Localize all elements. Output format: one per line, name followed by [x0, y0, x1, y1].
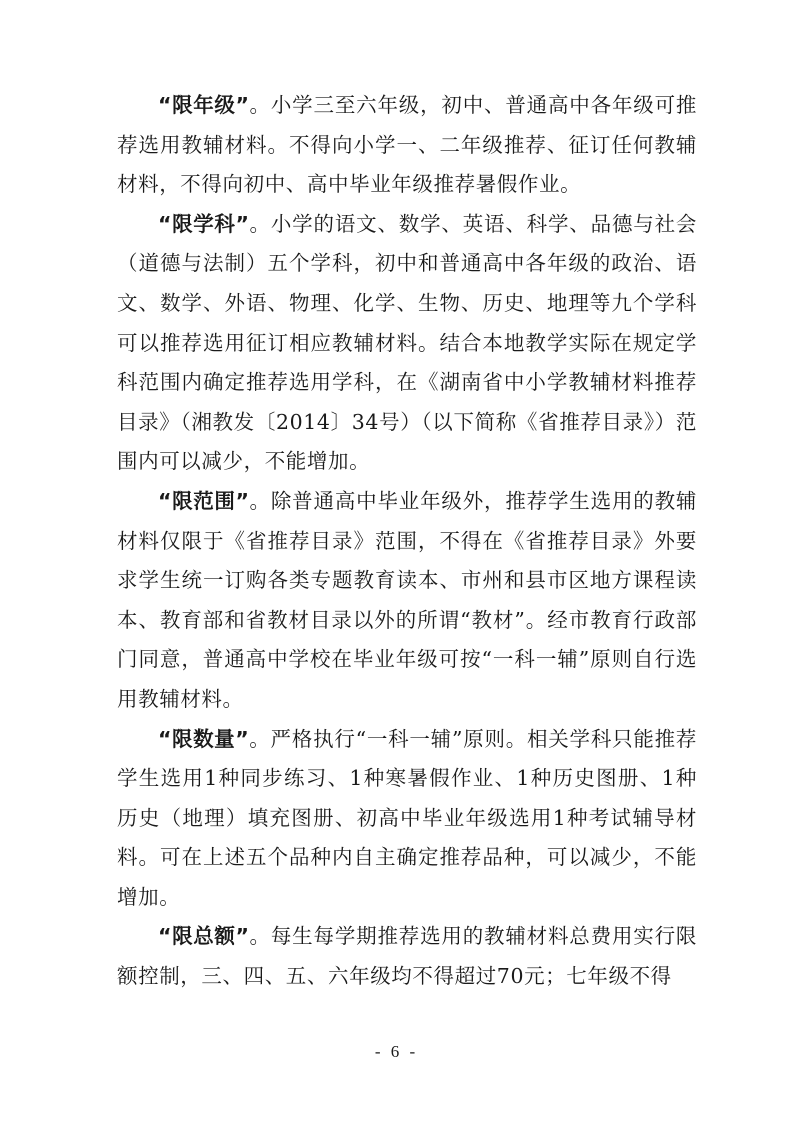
paragraph-total-limit [117, 917, 697, 996]
paragraph-lead: “限范围” [158, 488, 250, 513]
paragraph-text: 。每生每学期推荐选用的教辅材料总费用实行限额控制，三、四、五、六年级均不得超过70元；七年级不得 [117, 924, 697, 989]
page-number: - 6 - [374, 1042, 419, 1061]
paragraph-text: 。小学三至六年级，初中、普通高中各年级可推荐选用教辅材料。不得向小学一、二年级推荐、征订任何教辅材料，不得向初中、高中毕业年级推荐暑假作业。 [117, 93, 697, 197]
paragraph-quantity-limit [117, 720, 697, 918]
paragraph-grade-limit [117, 86, 697, 205]
paragraph-lead: “限年级” [158, 93, 250, 117]
paragraph-lead: “限学科” [158, 211, 250, 236]
paragraph-text: 。小学的语文、数学、英语、科学、品德与社会（道德与法制）五个学科，初中和普通高中各年级的政治、语文、数学、外语、物理、化学、生物、历史、地理等九个学科可以推荐选用征订相应教辅材料。结合本地教学实际在规定学科范围内确定推荐选用学科，在《湖南省中小学教辅材料推荐目录》（湘教发〔2014〕34号）（以下简称《省推荐目录》）范围内可以减少，不能增加。 [117, 211, 697, 474]
paragraph-subject-limit [117, 205, 697, 482]
paragraph-scope-limit [117, 482, 697, 720]
paragraph-text: 。严格执行“一科一辅”原则。相关学科只能推荐学生选用1种同步练习、1种寒暑假作业、1种历史图册、1种历史（地理）填充图册、初高中毕业年级选用1种考试辅导材料。可在上述五个品种内自主确定推荐品种，可以减少，不能增加。 [117, 726, 697, 909]
body-text [117, 86, 697, 997]
paragraph-lead: “限数量” [158, 726, 250, 751]
paragraph-lead: “限总额” [158, 924, 250, 949]
paragraph-text: 。除普通高中毕业年级外，推荐学生选用的教辅材料仅限于《省推荐目录》范围，不得在《省推荐目录》外要求学生统一订购各类专题教育读本、市州和县市区地方课程读本、教育部和省教材目录以外的所谓“教材”。经市教育行政部门同意，普通高中学校在毕业年级可按“一科一辅”原则自行选用教辅材料。 [117, 488, 697, 711]
